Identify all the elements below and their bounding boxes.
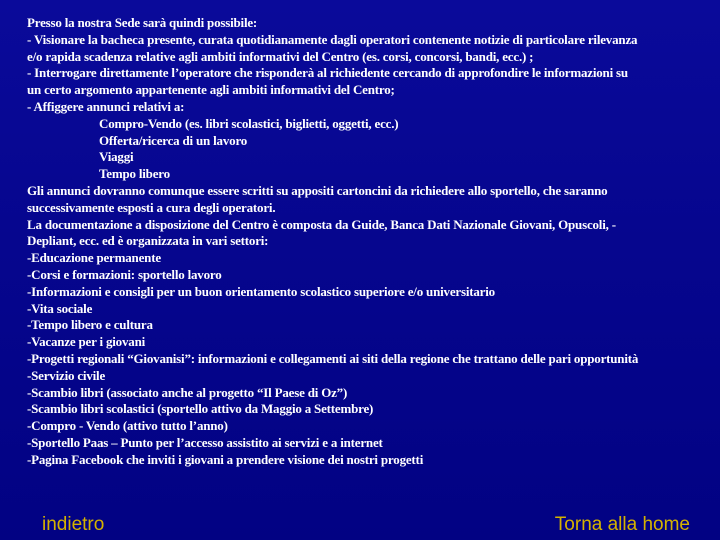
sector-item: -Vacanze per i giovani xyxy=(27,334,146,350)
back-link[interactable]: indietro xyxy=(42,514,105,535)
text-line: Presso la nostra Sede sarà quindi possibile: xyxy=(27,15,258,30)
text-line: successivamente esposti a cura degli operatori. xyxy=(27,199,276,215)
home-link[interactable]: Torna alla home xyxy=(554,514,690,535)
sector-item: -Compro - Vendo (attivo tutto l’anno) xyxy=(27,418,228,434)
sector-item: -Sportello Paas – Punto per l’accesso assistito ai servizi e a internet xyxy=(27,434,383,450)
text-line: - Affiggere annunci relativi a: xyxy=(27,98,185,114)
text-line: - Interrogare direttamente l’operatore che risponderà al richiedente cercando di approfondire le informazioni su xyxy=(27,65,628,81)
announcement-category: Viaggi xyxy=(99,149,134,165)
text-line: un certo argomento appartenente agli ambiti informativi del Centro; xyxy=(27,82,395,98)
text-line: Depliant, ecc. ed è organizzata in vari settori: xyxy=(27,233,269,249)
sector-item: -Servizio civile xyxy=(27,367,106,383)
text-line: e/o rapida scadenza relative agli ambiti informativi del Centro (es. corsi, concorsi, bandi, ecc.) ; xyxy=(27,48,534,64)
sector-item: -Informazioni e consigli per un buon orientamento scolastico superiore e/o universitario xyxy=(27,283,495,299)
sector-item: -Progetti regionali “Giovanisi”: informazioni e collegamenti ai siti della regione che trattano delle pari opportunità xyxy=(27,350,639,366)
text-line: - Visionare la bacheca presente, curata quotidianamente dagli operatori contenente notizie di particolare rilevanza xyxy=(27,31,638,47)
sector-item: -Scambio libri (associato anche al progetto “Il Paese di Oz”) xyxy=(27,384,348,400)
text-line: Gli annunci dovranno comunque essere scritti su appositi cartoncini da richiedere allo sportello, che saranno xyxy=(27,182,608,198)
sector-item: -Pagina Facebook che inviti i giovani a prendere visione dei nostri progetti xyxy=(27,451,424,467)
announcement-category: Offerta/ricerca di un lavoro xyxy=(99,132,248,148)
text-line: La documentazione a disposizione del Centro è composta da Guide, Banca Dati Nazionale Giovani, Opuscoli, - xyxy=(27,216,616,232)
info-text-block xyxy=(27,15,717,469)
sector-item: -Corsi e formazioni: sportello lavoro xyxy=(27,266,222,282)
announcement-category: Compro-Vendo (es. libri scolastici, biglietti, oggetti, ecc.) xyxy=(99,115,399,131)
sector-item: -Tempo libero e cultura xyxy=(27,317,153,333)
sector-item: -Educazione permanente xyxy=(27,250,161,266)
announcement-category: Tempo libero xyxy=(99,166,170,182)
sector-item: -Vita sociale xyxy=(27,300,93,316)
sector-item: -Scambio libri scolastici (sportello attivo da Maggio a Settembre) xyxy=(27,401,374,417)
